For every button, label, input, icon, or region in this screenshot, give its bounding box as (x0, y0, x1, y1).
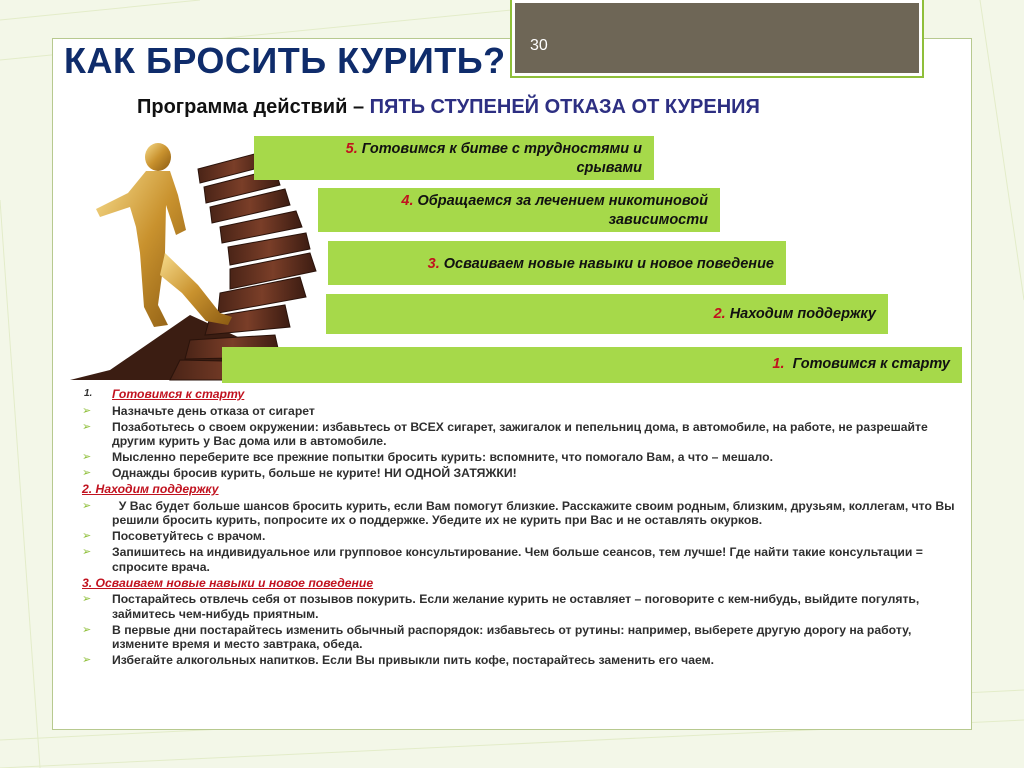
step-number: 5. (345, 141, 358, 157)
list-item: ➢ Мысленно переберите все прежние попытки бросить курить: вспомните, что помогало Вам, а что – мешало. (82, 450, 773, 464)
arrow-bullet-icon: ➢ (82, 499, 92, 512)
list-item: ➢ В первые дни постарайтесь изменить обычный распорядок: избавьтесь от рутины: например, выберете другую дорогу на работу, измените время и место завтрака, обеда. (82, 622, 912, 651)
section-heading-2: 2. Находим поддержку (82, 482, 219, 496)
section-heading-3: 3. Осваиваем новые навыки и новое поведение (82, 575, 374, 590)
list-item: ➢ Однажды бросив курить, больше не курите! НИ ОДНОЙ ЗАТЯЖКИ! (82, 466, 517, 480)
step-label: Готовимся к битве с трудностями и (361, 141, 642, 157)
section-marker: 1. (84, 388, 93, 399)
step-label: Обращаемся за лечением никотиновой (417, 193, 708, 209)
step-bar-2 (326, 294, 888, 334)
step-label-line2: срывами (576, 160, 642, 176)
arrow-bullet-icon: ➢ (82, 404, 92, 417)
arrow-bullet-icon: ➢ (82, 593, 92, 605)
instructions-list (82, 387, 962, 669)
step-label: Находим поддержку (729, 306, 876, 322)
slide-subtitle (137, 96, 760, 119)
step-bar-5 (254, 136, 654, 180)
step-number: 3. (427, 256, 440, 272)
step-label: Готовимся к старту (792, 356, 950, 372)
arrow-bullet-icon: ➢ (82, 530, 92, 542)
step-bar-1 (222, 347, 962, 383)
arrow-bullet-icon: ➢ (82, 420, 92, 433)
subtitle-highlight: ПЯТЬ СТУПЕНЕЙ ОТКАЗА ОТ КУРЕНИЯ (369, 96, 760, 118)
step-label: Осваиваем новые навыки и новое поведение (443, 256, 774, 272)
step-number: 2. (713, 306, 726, 322)
list-item: ➢ Постарайтесь отвлечь себя от позывов покурить. Если желание курить не оставляет – поговорите с кем-нибудь, выйдите погулять, займитесь чем-нибудь приятным. (82, 592, 920, 621)
arrow-bullet-icon: ➢ (82, 451, 92, 463)
arrow-bullet-icon: ➢ (82, 654, 92, 666)
list-item: ➢ Запишитесь на индивидуальное или групповое консультирование. Чем больше сеансов, тем лучше! Где найти такие консультации = спросите врача. (82, 545, 923, 574)
step-number: 1. (772, 356, 785, 372)
list-item: ➢ Позаботьтесь о своем окружении: избавьтесь от ВСЕХ сигарет, зажигалок и пепельниц дома, в автомобиле, на работе, не разрешайте другим курить у Вас дома или в автомобиле. (82, 419, 928, 448)
list-item: ➢ Избегайте алкогольных напитков. Если Вы привыкли пить кофе, постарайтесь заменить его чаем. (82, 653, 715, 667)
step-bar-3 (328, 241, 786, 285)
arrow-bullet-icon: ➢ (82, 467, 92, 479)
slide-title: КАК БРОСИТЬ КУРИТЬ? (64, 40, 506, 81)
arrow-bullet-icon: ➢ (82, 546, 92, 558)
step-number: 4. (401, 193, 414, 209)
subtitle-lead: Программа действий – (137, 96, 365, 118)
section-heading-1: 1. Готовимся к старту (84, 387, 245, 401)
list-item: ➢ У Вас будет больше шансов бросить курить, если Вам помогут близкие. Расскажите своим родным, близким, друзьям, коллегам, что Вы решили бросить курить, попросите их о поддержке. Убедите их не курить при Вас и не оставлять окурков. (82, 498, 958, 527)
arrow-bullet-icon: ➢ (82, 623, 92, 636)
step-label-line2: зависимости (608, 212, 708, 228)
list-item: ➢ Посоветуйтесь с врачом. (82, 529, 266, 543)
slide-number-box (512, 0, 922, 76)
slide-number: 30 (530, 37, 548, 54)
step-bar-4 (318, 188, 720, 232)
list-item: ➢ Назначьте день отказа от сигарет (82, 403, 315, 418)
